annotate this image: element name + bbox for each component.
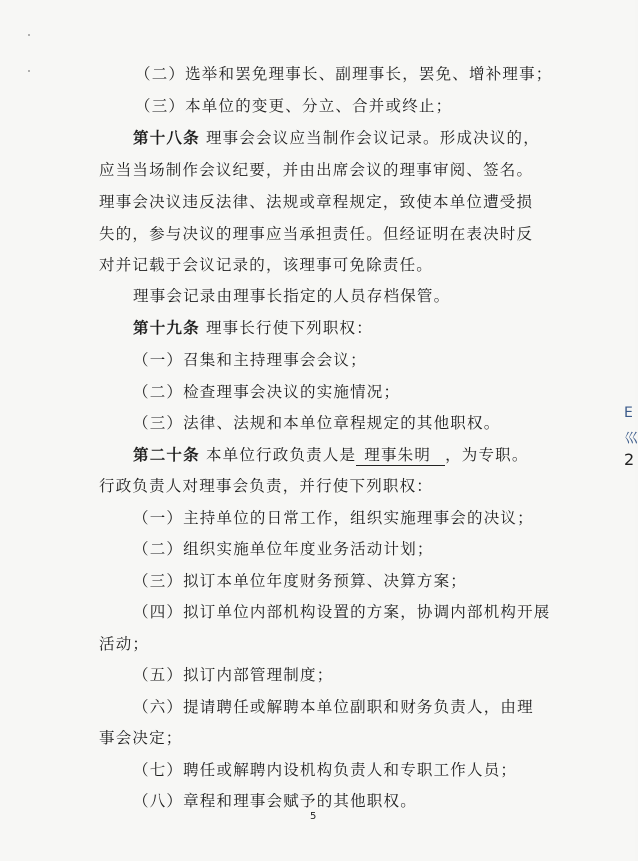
article-18-line-3: 理事会决议违反法律、法规或章程规定，致使本单位遭受损 <box>99 193 534 211</box>
article-20-item-2: （二）组织实施单位年度业务活动计划； <box>133 540 434 558</box>
article-20-item-6a: （六）提请聘任或解聘本单位副职和财务负责人，由理 <box>133 698 534 716</box>
article-20-line-2: 行政负责人对理事会负责，并行使下列职权： <box>99 477 434 495</box>
edge-mark-2: 巛 <box>624 431 638 447</box>
article-20-item-5: （五）拟订内部管理制度； <box>133 666 334 684</box>
filled-name: 理事朱明 <box>356 445 445 466</box>
article-20-item-6b: 事会决定； <box>99 729 183 747</box>
article-20-title: 第二十条 <box>133 445 200 464</box>
article-18-line-4: 失的，参与决议的理事应当承担责任。但经证明在表决时反 <box>99 225 534 243</box>
article-20-line-1 <box>133 445 529 466</box>
article-19-line-1 <box>133 318 373 338</box>
item-change: （三）本单位的变更、分立、合并或终止； <box>135 97 453 115</box>
scan-speck <box>28 34 30 36</box>
scan-speck <box>28 70 30 72</box>
page-number: 5 <box>310 811 317 822</box>
article-19-item-3: （三）法律、法规和本单位章程规定的其他职权。 <box>133 414 501 432</box>
edge-mark-1: E <box>624 405 633 421</box>
article-19-item-1: （一）召集和主持理事会会议； <box>133 351 367 369</box>
article-20-item-7: （七）聘任或解聘内设机构负责人和专职工作人员； <box>133 761 518 779</box>
article-20-item-3: （三）拟订本单位年度财务预算、决算方案； <box>133 572 468 590</box>
article-20-pre: 本单位行政负责人是 <box>205 446 357 464</box>
article-19-item-2: （二）检查理事会决议的实施情况； <box>133 383 401 401</box>
article-18-text: 理事会会议应当制作会议记录。形成决议的， <box>205 129 540 147</box>
article-19-text: 理事长行使下列职权： <box>205 319 373 337</box>
article-20-item-4b: 活动； <box>99 635 150 653</box>
article-18-title: 第十八条 <box>133 128 200 147</box>
article-18-line-2: 应当当场制作会议纪要，并由出席会议的理事审阅、签名。 <box>99 161 534 179</box>
article-20-post: ，为专职。 <box>445 446 529 464</box>
article-20-item-4a: （四）拟订单位内部机构设置的方案，协调内部机构开展 <box>133 603 551 621</box>
article-18-line-6: 理事会记录由理事长指定的人员存档保管。 <box>133 287 451 305</box>
edge-mark-3: 2 <box>624 450 635 469</box>
article-18-line-5: 对并记载于会议记录的，该理事可免除责任。 <box>99 256 434 274</box>
article-20-item-1: （一）主持单位的日常工作，组织实施理事会的决议； <box>133 509 534 527</box>
article-18-line-1 <box>133 128 540 148</box>
article-19-title: 第十九条 <box>133 318 200 337</box>
item-election: （二）选举和罢免理事长、副理事长，罢免、增补理事； <box>135 65 553 83</box>
article-20-item-8: （八）章程和理事会赋予的其他职权。 <box>133 792 417 810</box>
